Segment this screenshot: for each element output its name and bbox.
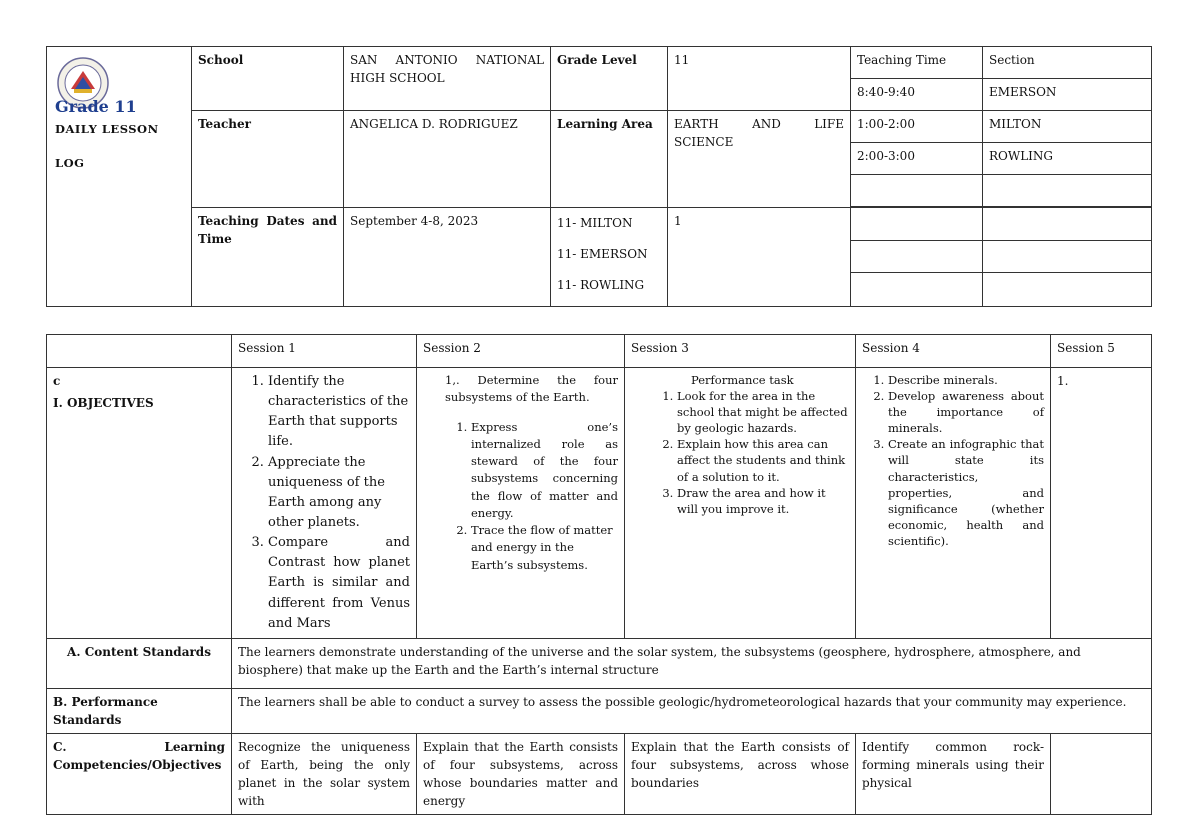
session-header: Session 1: [232, 335, 417, 368]
performance-task-title: Performance task: [691, 373, 794, 387]
session-header: Session 2: [417, 335, 625, 368]
objective-item: 1. Describe minerals.: [888, 372, 1044, 388]
performance-standards-label: B. Performance Standards: [47, 688, 232, 733]
empty-cell: [983, 175, 1152, 207]
competency-cell: Recognize the uniqueness of Earth, being the only planet in the solar system with: [232, 733, 417, 814]
schedule-section: MILTON: [983, 111, 1152, 143]
grade-title: Grade 11: [55, 97, 137, 116]
school-label: School: [192, 47, 344, 111]
performance-standards-value: The learners shall be able to conduct a survey to assess the possible geologic/hydrometeorological hazards that your community may experience.: [232, 688, 1152, 733]
teaching-dates-value: September 4-8, 2023: [344, 208, 551, 307]
objectives-label: I. OBJECTIVES: [53, 396, 154, 410]
learning-area-value: EARTH AND LIFE SCIENCE: [668, 111, 851, 208]
objective-item: 1. Look for the area in the school that might be affected by geologic hazards.: [677, 388, 849, 436]
teacher-value: ANGELICA D. RODRIGUEZ: [344, 111, 551, 208]
empty-cell: [851, 240, 983, 306]
objective-item: 3. Compare and Contrast how planet Earth is similar and different from Venus and Mars: [268, 533, 410, 634]
objective-item: 2. Explain how this area can affect the students and think of a solution to it.: [677, 436, 849, 484]
empty-cell: [983, 240, 1152, 306]
session3-objectives: [625, 368, 856, 639]
content-standards-value: The learners demonstrate understanding of the universe and the solar system, the subsystems (geosphere, hydrosphere, atmosphere, and biosphere) that make up the Earth and the Earth’s internal structure: [232, 638, 1152, 688]
teaching-dates-label: Teaching Dates and Time: [192, 208, 344, 307]
section-label: Section: [983, 47, 1152, 79]
empty-cell: [47, 335, 232, 368]
empty-cell: [851, 208, 983, 241]
lesson-table: [46, 334, 1152, 815]
objective-item: 2. Develop awareness about the importance of minerals.: [888, 388, 1044, 436]
session-header: Session 3: [625, 335, 856, 368]
daily-lesson-log-title: [55, 119, 185, 187]
session2-objectives: [417, 368, 625, 639]
objective-item: 1. Identify the characteristics of the Earth that supports life.: [268, 372, 410, 453]
grade-level-value: 11: [668, 47, 851, 111]
schedule-time: 2:00-3:00: [851, 143, 983, 175]
teacher-label: Teacher: [192, 111, 344, 208]
logo-cell: [47, 47, 192, 307]
session1-objectives: [232, 368, 417, 639]
competency-cell: Explain that the Earth consists of four subsystems, across whose boundaries: [625, 733, 856, 814]
section-item: 11- ROWLING: [557, 278, 645, 293]
empty-cell: [983, 208, 1152, 241]
session-header: Session 4: [856, 335, 1051, 368]
objective-item: 3. Draw the area and how it will you improve it.: [677, 485, 849, 517]
competency-cell: [1051, 733, 1152, 814]
sections-count: 1: [668, 208, 851, 307]
grade-level-label: Grade Level: [551, 47, 668, 111]
log-line-1: DAILY LESSON: [55, 122, 159, 136]
objective-item: 1.: [1057, 374, 1069, 388]
competencies-label: C. Learning Competencies/Objectives: [47, 733, 232, 814]
objective-item: 2. Trace the flow of matter and energy in the Earth’s subsystems.: [471, 522, 618, 574]
competency-cell: Explain that the Earth consists of four subsystems, across whose boundaries matter and energy: [417, 733, 625, 814]
objective-item: 2. Appreciate the uniqueness of the Earth among any other planets.: [268, 453, 410, 534]
learning-area-label: Learning Area: [551, 111, 668, 208]
objectives-label-cell: [47, 368, 232, 639]
sections-list: [551, 208, 668, 307]
section-item: 11- MILTON: [557, 216, 633, 230]
schedule-time: 8:40-9:40: [851, 79, 983, 111]
content-standards-label: A. Content Standards: [47, 638, 232, 688]
school-value: SAN ANTONIO NATIONAL HIGH SCHOOL: [344, 47, 551, 111]
header-table: [46, 46, 1152, 307]
session5-objectives: [1051, 368, 1152, 639]
competency-cell: Identify common rock-forming minerals using their physical: [856, 733, 1051, 814]
log-line-2: LOG: [55, 155, 85, 170]
session4-objectives: [856, 368, 1051, 639]
schedule-time: 1:00-2:00: [851, 111, 983, 143]
objectives-letter: c: [53, 374, 61, 388]
schedule-section: ROWLING: [983, 143, 1152, 175]
empty-cell: [851, 175, 983, 207]
section-item: 11- EMERSON: [557, 247, 648, 262]
teaching-time-label: Teaching Time: [851, 47, 983, 79]
objective-item: 1. Express one’s internalized role as steward of the four subsystems concerning the flow of matter and energy.: [471, 419, 618, 523]
objective-intro: 1,. Determine the four subsystems of the Earth.: [445, 373, 618, 405]
schedule-section: EMERSON: [983, 79, 1152, 111]
objective-item: 3. Create an infographic that will state its characteristics, properties, and significance (whether economic, health and scientific).: [888, 436, 1044, 549]
session-header: Session 5: [1051, 335, 1152, 368]
